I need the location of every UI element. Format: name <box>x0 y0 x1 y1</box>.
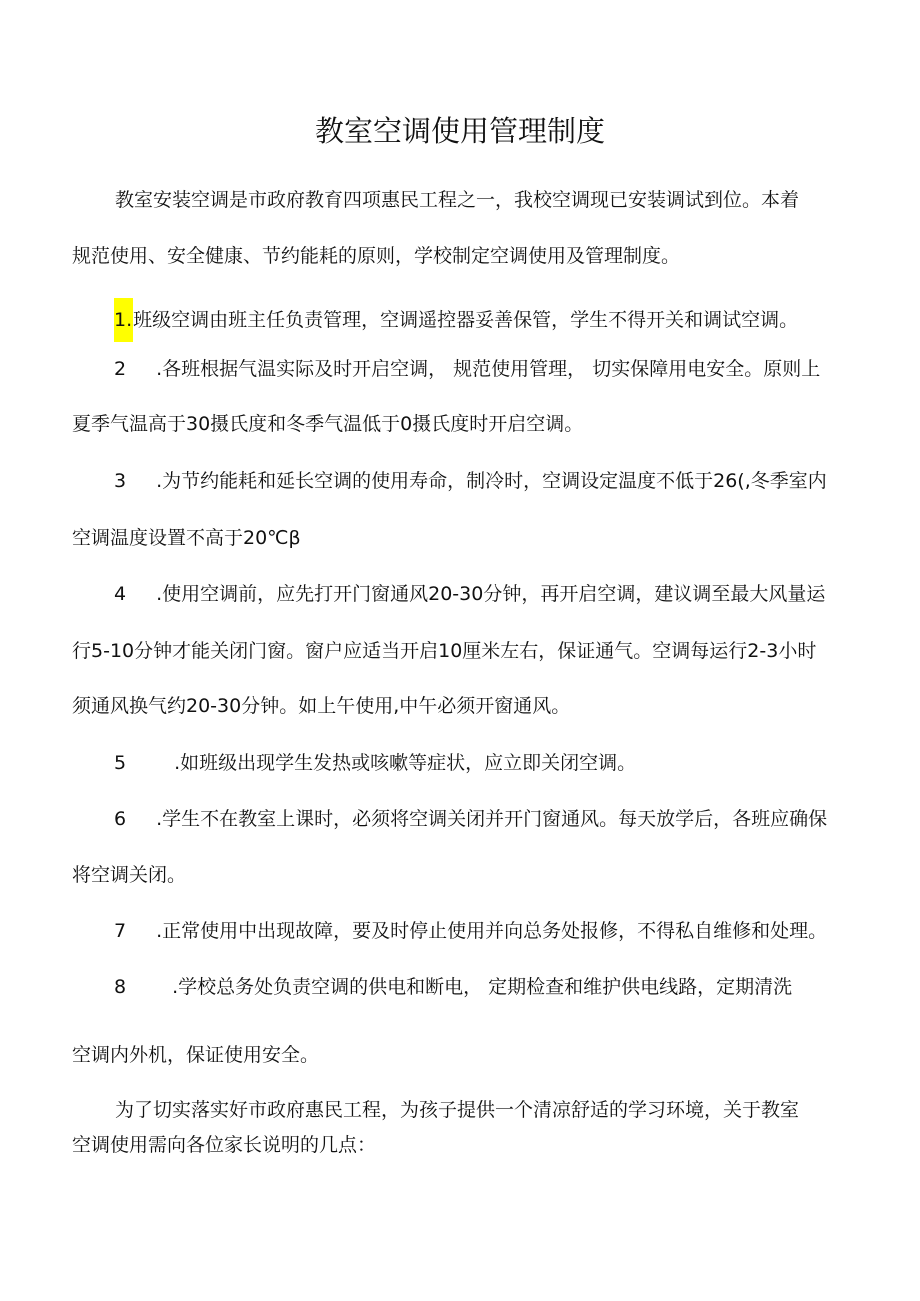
item-2-text-2: 夏季气温高于30摄氏度和冬季气温低于0摄氏度时开启空调。 <box>72 413 584 435</box>
item-2-text-1: .各班根据气温实际及时开启空调， 规范使用管理， 切实保障用电安全。原则上 <box>156 358 821 380</box>
intro-line-2: 规范使用、安全健康、节约能耗的原则，学校制定空调使用及管理制度。 <box>72 245 681 267</box>
item-2 <box>114 355 820 383</box>
item-2-number: 2 <box>114 358 127 380</box>
item-5-number: 5 <box>114 752 127 774</box>
item-8 <box>114 973 792 1001</box>
item-1 <box>114 298 798 342</box>
closing-line-1: 为了切实落实好市政府惠民工程，为孩子提供一个清凉舒适的学习环境，关于教室 <box>115 1099 800 1121</box>
item-6 <box>114 805 827 833</box>
item-4-number: 4 <box>114 583 127 605</box>
item-6-text-2: 将空调关闭。 <box>72 864 187 886</box>
item-6-number: 6 <box>114 808 127 830</box>
item-6-text-1: .学生不在教室上课时，必须将空调关闭并开门窗通风。每天放学后，各班应确保 <box>156 808 828 830</box>
item-1-number: 1. <box>114 298 133 342</box>
item-3-text-2: 空调温度设置不高于20℃β <box>72 527 301 549</box>
closing-line-2: 空调使用需向各位家长说明的几点： <box>72 1134 377 1156</box>
item-1-text: 班级空调由班主任负责管理，空调遥控器妥善保管，学生不得开关和调试空调。 <box>133 309 799 331</box>
item-3-number: 3 <box>114 470 127 492</box>
item-7-number: 7 <box>114 920 127 942</box>
item-5-text: .如班级出现学生发热或咳嗽等症状，应立即关闭空调。 <box>174 752 637 774</box>
item-4-text-3: 须通风换气约20-30分钟。如上午使用,中午必须开窗通风。 <box>72 695 571 717</box>
item-3 <box>114 467 827 495</box>
item-8-number: 8 <box>114 976 127 998</box>
item-7 <box>114 917 827 945</box>
item-3-text-1: .为节约能耗和延长空调的使用寿命，制冷时，空调设定温度不低于26(,冬季室内 <box>156 470 827 492</box>
item-4-text-2: 行5-10分钟才能关闭门窗。窗户应适当开启10厘米左右，保证通气。空调每运行2-3小时 <box>72 640 817 662</box>
document-title: 教室空调使用管理制度 <box>314 114 605 148</box>
item-5 <box>114 749 636 777</box>
intro-line-1: 教室安装空调是市政府教育四项惠民工程之一，我校空调现已安装调试到位。本着 <box>115 189 800 211</box>
item-7-text: .正常使用中出现故障，要及时停止使用并向总务处报修，不得私自维修和处理。 <box>156 920 828 942</box>
item-4-text-1: .使用空调前，应先打开门窗通风20-30分钟，再开启空调，建议调至最大风量运 <box>156 583 826 605</box>
item-8-text-2: 空调内外机，保证使用安全。 <box>72 1044 320 1066</box>
item-4 <box>114 580 825 608</box>
item-8-text-1: .学校总务处负责空调的供电和断电， 定期检查和维护供电线路，定期清洗 <box>172 976 793 998</box>
